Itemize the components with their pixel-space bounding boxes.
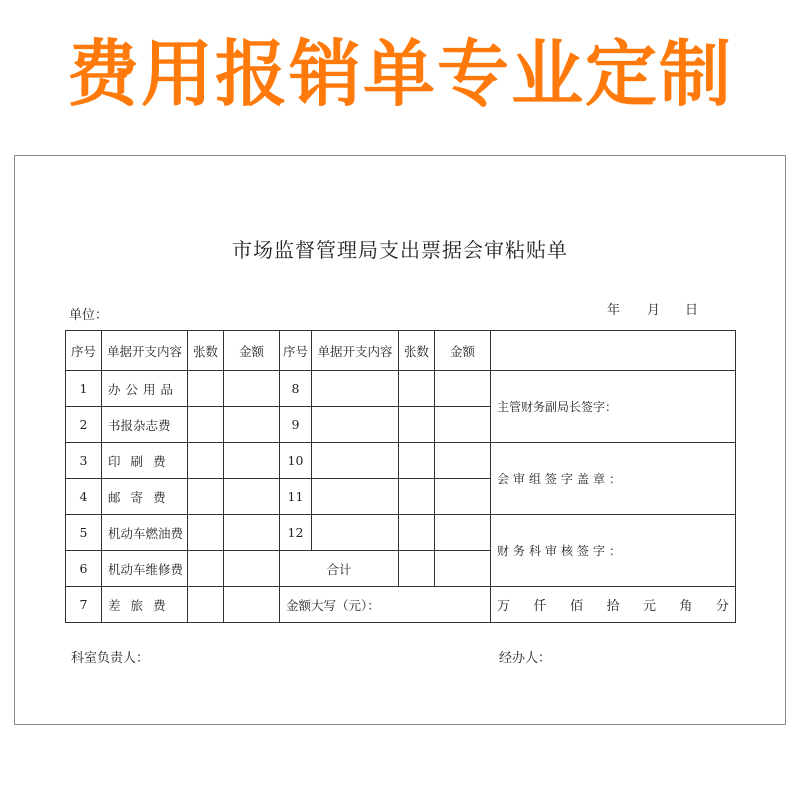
- signature-review-group[interactable]: 会审组签字盖章：: [491, 443, 736, 515]
- date-day-label: 日: [685, 303, 699, 318]
- promo-banner-title: 费用报销单专业定制: [66, 32, 733, 116]
- item-amount-right-field[interactable]: [435, 371, 491, 407]
- item-count-field[interactable]: [188, 371, 224, 407]
- table-row: [66, 443, 736, 479]
- item-amount-field[interactable]: [224, 371, 280, 407]
- header-content: 单据开支内容: [102, 331, 188, 371]
- header-seq-2: 序号: [280, 331, 312, 371]
- amount-in-words-row[interactable]: [280, 587, 491, 623]
- item-count-right-field[interactable]: [399, 407, 435, 443]
- section-head-label: 科室负责人：: [71, 651, 150, 666]
- item-content-right-field[interactable]: [312, 443, 399, 479]
- unit-qian: 仟: [533, 599, 547, 614]
- item-count-field[interactable]: [188, 587, 224, 623]
- amount-units: [497, 595, 735, 614]
- form-title: 市场监督管理局支出票据会审粘贴单: [232, 238, 568, 262]
- reimbursement-form: [14, 155, 786, 725]
- total-label: 合计: [280, 551, 399, 587]
- total-count-field[interactable]: [399, 551, 435, 587]
- item-count-field[interactable]: [188, 407, 224, 443]
- unit-fen: 分: [715, 599, 729, 614]
- item-count-right-field[interactable]: [399, 371, 435, 407]
- item-content-right-field[interactable]: [312, 407, 399, 443]
- item-count-field[interactable]: [188, 515, 224, 551]
- item-name: 机动车燃油费: [102, 515, 188, 551]
- handler-label: 经办人：: [499, 651, 552, 666]
- item-no-right: 11: [280, 479, 312, 515]
- item-no: 4: [66, 479, 102, 515]
- item-amount-right-field[interactable]: [435, 515, 491, 551]
- expense-table: [65, 330, 736, 623]
- header-content-2: 单据开支内容: [312, 331, 399, 371]
- amount-in-words: [286, 596, 490, 614]
- item-name: 邮寄费: [102, 479, 188, 515]
- amount-units-row: [497, 595, 735, 614]
- item-count-right-field[interactable]: [399, 515, 435, 551]
- unit-yuan: 元: [642, 599, 656, 614]
- item-no: 7: [66, 587, 102, 623]
- unit-jiao: 角: [679, 599, 693, 614]
- item-amount-field[interactable]: [224, 587, 280, 623]
- item-name: 书报杂志费: [102, 407, 188, 443]
- item-no-right: 9: [280, 407, 312, 443]
- date-month-label: 月: [647, 303, 661, 318]
- item-name: 机动车维修费: [102, 551, 188, 587]
- item-no: 1: [66, 371, 102, 407]
- item-amount-field[interactable]: [224, 407, 280, 443]
- item-amount-right-field[interactable]: [435, 479, 491, 515]
- amount-units-cell[interactable]: [491, 587, 736, 623]
- item-content-right-field[interactable]: [312, 371, 399, 407]
- table-row: [66, 587, 736, 623]
- total-amount-field[interactable]: [435, 551, 491, 587]
- item-no: 6: [66, 551, 102, 587]
- item-amount-field[interactable]: [224, 515, 280, 551]
- unit-shi: 拾: [606, 599, 620, 614]
- item-name: 印刷费: [102, 443, 188, 479]
- item-amount-right-field[interactable]: [435, 443, 491, 479]
- header-count-2: 张数: [399, 331, 435, 371]
- header-count: 张数: [188, 331, 224, 371]
- item-no-right: 10: [280, 443, 312, 479]
- item-content-right-field[interactable]: [312, 479, 399, 515]
- item-no: 3: [66, 443, 102, 479]
- item-count-field[interactable]: [188, 443, 224, 479]
- unit-label: 单位：: [69, 308, 109, 323]
- item-count-field[interactable]: [188, 479, 224, 515]
- header-seq: 序号: [66, 331, 102, 371]
- item-name: 差旅费: [102, 587, 188, 623]
- table-row: [66, 515, 736, 551]
- item-amount-field[interactable]: [224, 479, 280, 515]
- item-content-right-field[interactable]: [312, 515, 399, 551]
- table-row: [66, 371, 736, 407]
- item-count-field[interactable]: [188, 551, 224, 587]
- unit-bai: 佰: [569, 599, 583, 614]
- item-no: 5: [66, 515, 102, 551]
- date-label: [607, 299, 698, 318]
- item-no-right: 8: [280, 371, 312, 407]
- item-count-right-field[interactable]: [399, 479, 435, 515]
- item-no: 2: [66, 407, 102, 443]
- table-header-row: [66, 331, 736, 371]
- item-amount-field[interactable]: [224, 551, 280, 587]
- date-year-label: 年: [607, 303, 621, 318]
- header-amount-2: 金额: [435, 331, 491, 371]
- signature-finance-audit[interactable]: 财务科审核签字：: [491, 515, 736, 587]
- item-amount-right-field[interactable]: [435, 407, 491, 443]
- item-count-right-field[interactable]: [399, 443, 435, 479]
- unit-wan: 万: [497, 599, 511, 614]
- header-amount: 金额: [224, 331, 280, 371]
- header-blank: [491, 331, 736, 371]
- item-no-right: 12: [280, 515, 312, 551]
- amount-in-words-label: 金额大写（元）：: [286, 597, 380, 613]
- signature-finance-deputy[interactable]: 主管财务副局长签字：: [491, 371, 736, 443]
- item-name: 办公用品: [102, 371, 188, 407]
- item-amount-field[interactable]: [224, 443, 280, 479]
